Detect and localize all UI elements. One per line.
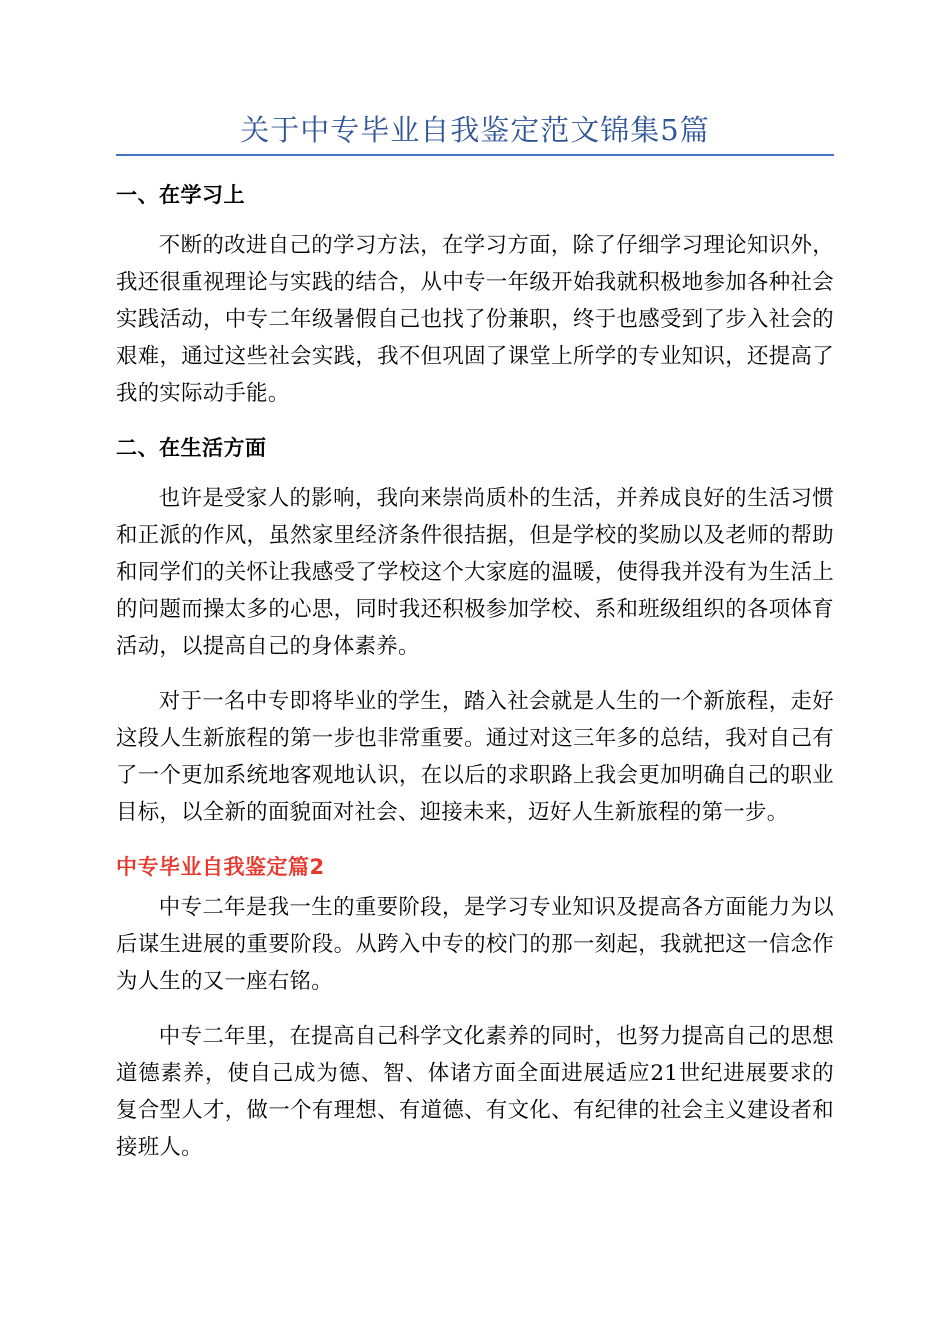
section-heading-part2: 中专毕业自我鉴定篇2 [116,855,325,879]
paragraph-summary: 对于一名中专即将毕业的学生，踏入社会就是人生的一个新旅程，走好这段人生新旅程的第一步也非常重要。通过对这三年多的总结，我对自己有了一个更加系统地客观地认识，在以后的求职路上我会更加明确自己的职业目标，以全新的面貌面对社会、迎接未来，迈好人生新旅程的第一步。 [116,689,834,825]
paragraph-part2-growth: 中专二年里，在提高自己科学文化素养的同时，也努力提高自己的思想道德素养，使自己成为德、智、体诸方面全面进展适应21世纪进展要求的复合型人才，做一个有理想、有道德、有文化、有纪律的社会主义建设者和接班人。 [116,1024,834,1160]
title-underline [116,154,834,156]
document-title: 关于中专毕业自我鉴定范文锦集5篇 [240,113,710,147]
paragraph-part2-intro: 中专二年是我一生的重要阶段，是学习专业知识及提高各方面能力为以后谋生进展的重要阶段。从跨入中专的校门的那一刻起，我就把这一信念作为人生的又一座右铭。 [116,895,834,994]
section-heading-study: 一、在学习上 [116,183,245,207]
document-body [116,177,834,1184]
paragraph-study: 不断的改进自己的学习方法，在学习方面，除了仔细学习理论知识外，我还很重视理论与实践的结合，从中专一年级开始我就积极地参加各种社会实践活动，中专二年级暑假自己也找了份兼职，终于也感受到了步入社会的艰难，通过这些社会实践，我不但巩固了课堂上所学的专业知识，还提高了我的实际动手能。 [116,233,834,406]
section-heading-life: 二、在生活方面 [116,436,267,460]
paragraph-life: 也许是受家人的影响，我向来崇尚质朴的生活，并养成良好的生活习惯和正派的作风，虽然家里经济条件很拮据，但是学校的奖励以及老师的帮助和同学们的关怀让我感受了学校这个大家庭的温暖，使得我并没有为生活上的问题而操太多的心思，同时我还积极参加学校、系和班级组织的各项体育活动，以提高自己的身体素养。 [116,486,834,659]
